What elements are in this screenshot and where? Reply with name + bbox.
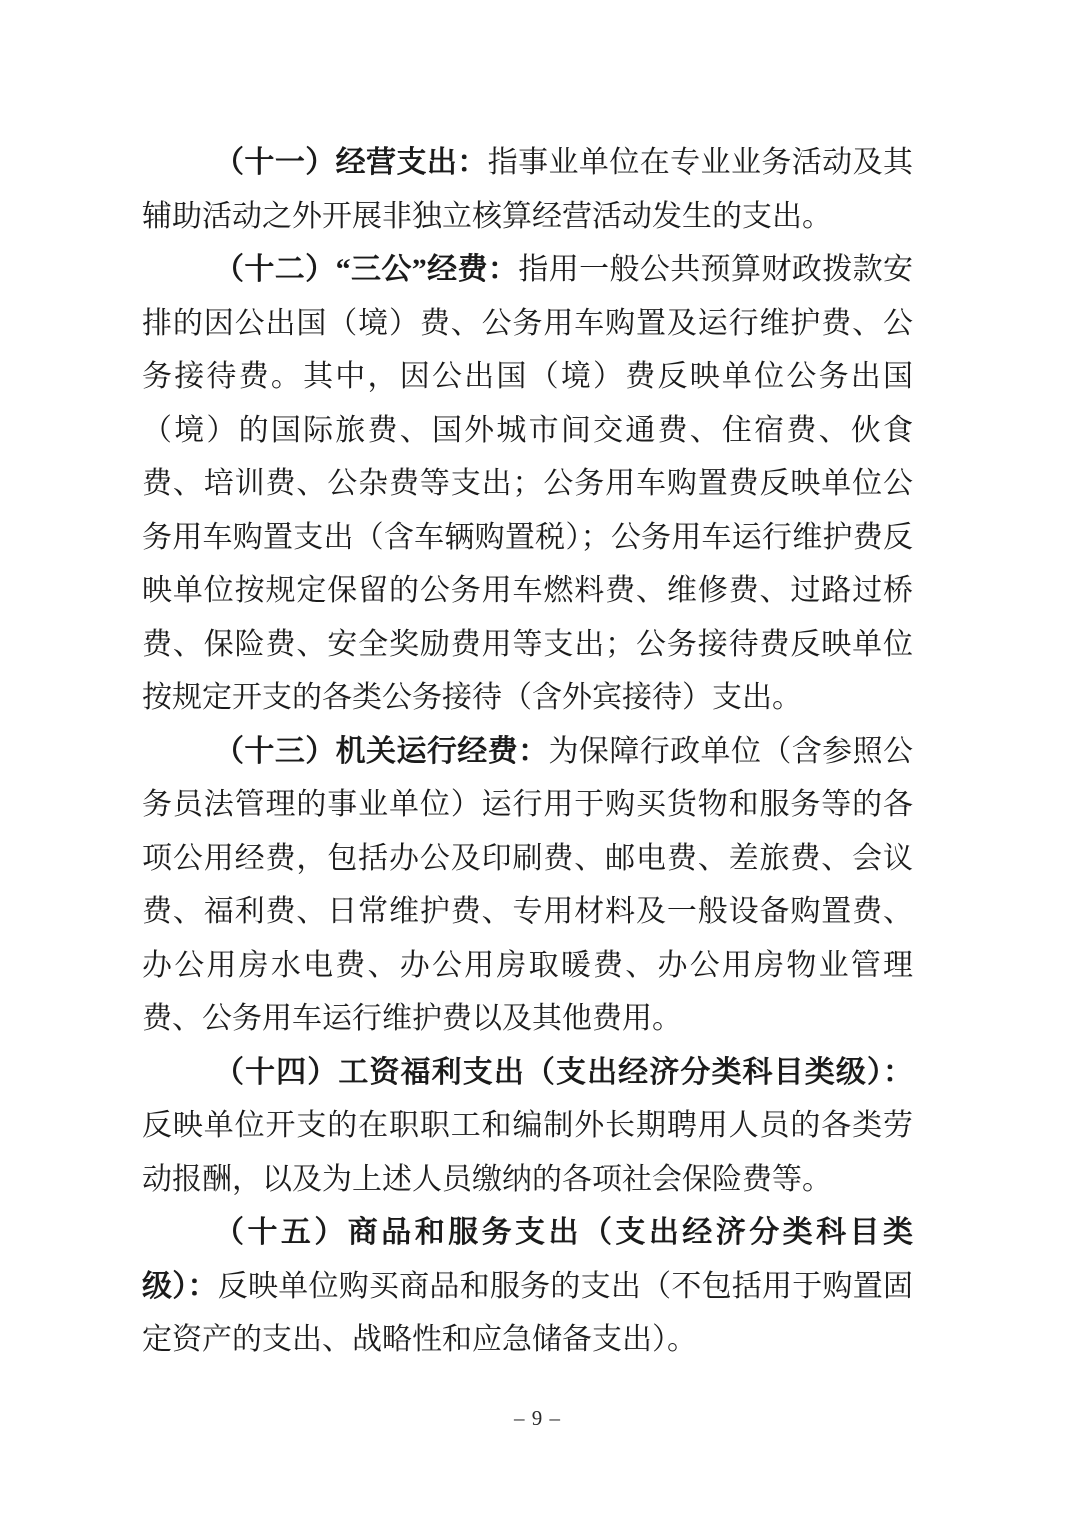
definition-term-11: （十一）经营支出： (214, 146, 488, 179)
definition-paragraph-15 (142, 1206, 913, 1367)
definition-term-13: （十三）机关运行经费： (214, 734, 549, 768)
definition-text-11: 指事业单位在专业业务活动及其辅助活动之外开展非独立核算经营活动发生的支出。 (142, 146, 914, 233)
definition-paragraph-14 (142, 1046, 913, 1207)
definition-term-14: （十四）工资福利支出（支出经济分类科目类级）： (214, 1055, 913, 1089)
definition-text-15: 反映单位购买商品和服务的支出（不包括用于购置固定资产的支出、战略性和应急储备支出）。 (142, 1269, 914, 1356)
document-body (142, 136, 913, 1367)
definition-paragraph-12 (142, 243, 913, 725)
definition-text-12: 指用一般公共预算财政拨款安排的因公出国（境）费、公务用车购置及运行维护费、公务接待费。其中，因公出国（境）费反映单位公务出国（境）的国际旅费、国外城市间交通费、住宿费、伙食费、培训费、公杂费等支出；公务用车购置费反映单位公务用车购置支出（含车辆购置税）；公务用车运行维护费反映单位按规定保留的公务用车燃料费、维修费、过路过桥费、保险费、安全奖励费用等支出；公务接待费反映单位按规定开支的各类公务接待（含外宾接待）支出。 (142, 253, 914, 714)
definition-text-13: 为保障行政单位（含参照公务员法管理的事业单位）运行用于购买货物和服务等的各项公用经费，包括办公及印刷费、邮电费、差旅费、会议费、福利费、日常维护费、专用材料及一般设备购置费、办公用房水电费、办公用房取暖费、办公用房物业管理费、公务用车运行维护费以及其他费用。 (142, 734, 913, 1035)
definition-term-12: （十二）“三公”经费： (214, 253, 519, 286)
definition-text-14: 反映单位开支的在职职工和编制外长期聘用人员的各类劳动报酬，以及为上述人员缴纳的各项社会保险费等。 (142, 1109, 913, 1196)
page-number: – 9 – (514, 1406, 561, 1430)
definition-paragraph-11 (142, 136, 913, 243)
definition-paragraph-13 (142, 725, 913, 1046)
definition-term-15: （十五）商品和服务支出（支出经济分类科目类级）： (142, 1216, 913, 1303)
